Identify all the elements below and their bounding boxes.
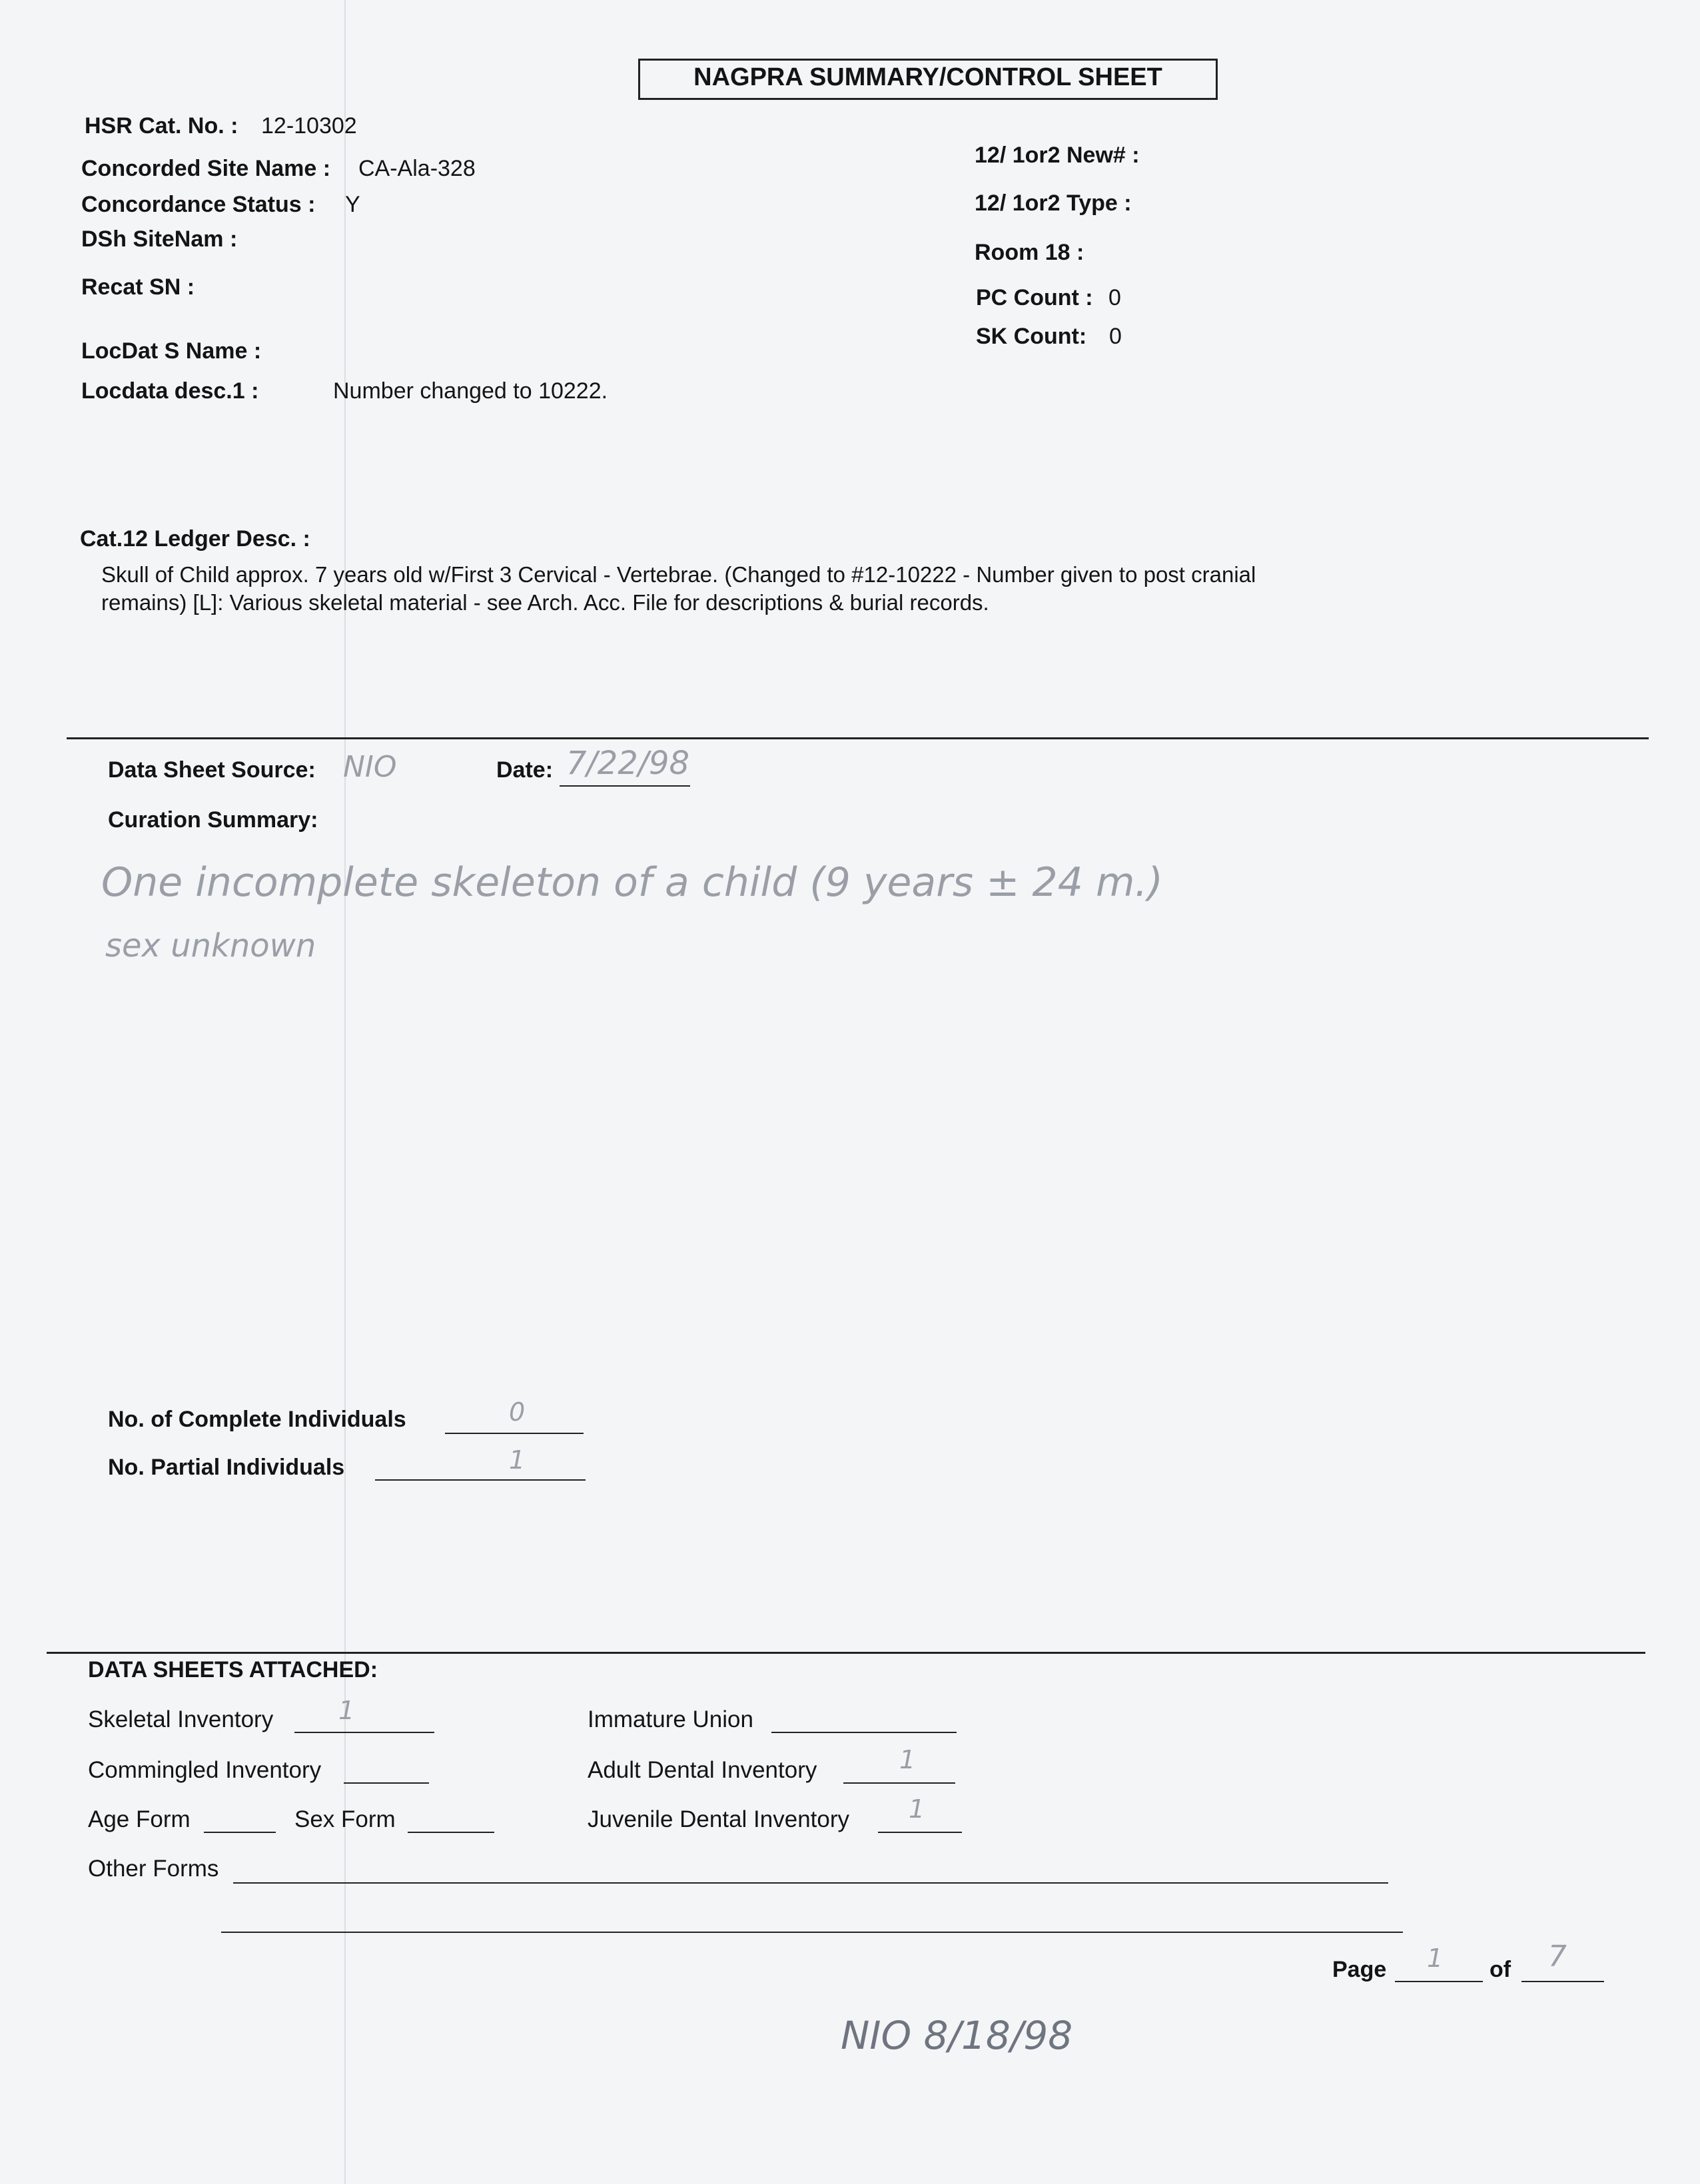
sex-form-label: Sex Form <box>294 1806 396 1832</box>
date-underline <box>560 785 690 787</box>
other-forms-underline-2 <box>221 1932 1403 1933</box>
data-sheet-source-label: Data Sheet Source: <box>108 757 316 783</box>
hsr-cat-label: HSR Cat. No. : <box>85 113 238 139</box>
ledger-desc-label: Cat.12 Ledger Desc. : <box>80 526 310 551</box>
concordance-status-value: Y <box>345 192 360 217</box>
pc-count-label: PC Count : <box>976 285 1093 310</box>
page-number-underline <box>1395 1981 1483 1982</box>
complete-individuals-value: 0 <box>509 1397 526 1427</box>
page-number-value: 1 <box>1427 1944 1444 1973</box>
adult-dental-inventory-label: Adult Dental Inventory <box>588 1757 817 1783</box>
curation-summary-line-2: sex unknown <box>105 927 316 964</box>
page-label: Page <box>1332 1957 1387 1982</box>
curation-summary-line-1: One incomplete skeleton of a child (9 years ± 24 m.) <box>101 859 1163 906</box>
new-number-label: 12/ 1or2 New# : <box>975 143 1140 168</box>
data-sheet-source-value: NIO <box>343 750 397 784</box>
sk-count-value: 0 <box>1109 324 1122 349</box>
commingled-inventory-underline <box>344 1782 429 1784</box>
site-name-label: Concorded Site Name : <box>81 156 331 181</box>
concordance-status-label: Concordance Status : <box>81 192 316 217</box>
hsr-cat-value: 12-10302 <box>261 113 357 139</box>
other-forms-underline-1 <box>233 1882 1388 1884</box>
partial-individuals-value: 1 <box>509 1445 526 1475</box>
section-divider-top <box>67 737 1649 739</box>
age-form-underline <box>204 1832 276 1833</box>
type-label: 12/ 1or2 Type : <box>975 190 1132 216</box>
section-divider-bottom <box>47 1652 1645 1654</box>
recat-sn-label: Recat SN : <box>81 274 195 300</box>
adult-dental-inventory-underline <box>843 1782 955 1784</box>
commingled-inventory-label: Commingled Inventory <box>88 1757 322 1783</box>
other-forms-label: Other Forms <box>88 1856 219 1882</box>
juvenile-dental-inventory-value: 1 <box>909 1794 925 1824</box>
site-name-value: CA-Ala-328 <box>358 156 476 181</box>
page-title: NAGPRA SUMMARY/CONTROL SHEET <box>638 59 1218 100</box>
locdat-s-name-label: LocDat S Name : <box>81 338 262 364</box>
date-value: 7/22/98 <box>566 745 690 782</box>
room-label: Room 18 : <box>975 240 1084 265</box>
juvenile-dental-inventory-underline <box>878 1832 962 1833</box>
partial-individuals-underline <box>375 1479 586 1481</box>
skeletal-inventory-value: 1 <box>338 1696 355 1725</box>
curation-summary-label: Curation Summary: <box>108 807 318 833</box>
sk-count-label: SK Count: <box>976 324 1087 349</box>
juvenile-dental-inventory-label: Juvenile Dental Inventory <box>588 1806 849 1832</box>
complete-individuals-label: No. of Complete Individuals <box>108 1407 406 1432</box>
dsh-sitename-label: DSh SiteNam : <box>81 226 238 252</box>
footer-handwritten-note: NIO 8/18/98 <box>841 2013 1073 2058</box>
ledger-desc-text: Skull of Child approx. 7 years old w/First 3 Cervical - Vertebrae. (Changed to #12-10222 - Number given to post cranial remains) [L]: Various skeletal material - see Arch. Acc. File for descriptions & burial records. <box>101 562 1256 615</box>
skeletal-inventory-label: Skeletal Inventory <box>88 1706 274 1732</box>
sex-form-underline <box>408 1832 494 1833</box>
immature-union-underline <box>771 1732 957 1733</box>
pc-count-value: 0 <box>1108 285 1121 310</box>
locdata-desc-value: Number changed to 10222. <box>333 378 608 404</box>
page-fold-line <box>344 0 346 2184</box>
of-label: of <box>1489 1957 1511 1982</box>
adult-dental-inventory-value: 1 <box>899 1745 916 1774</box>
locdata-desc-label: Locdata desc.1 : <box>81 378 259 404</box>
data-sheets-heading: DATA SHEETS ATTACHED: <box>88 1657 378 1682</box>
age-form-label: Age Form <box>88 1806 191 1832</box>
skeletal-inventory-underline <box>294 1732 434 1733</box>
date-label: Date: <box>496 757 554 783</box>
page-total-underline <box>1521 1981 1604 1982</box>
immature-union-label: Immature Union <box>588 1706 753 1732</box>
page-total-value: 7 <box>1548 1940 1567 1974</box>
partial-individuals-label: No. Partial Individuals <box>108 1455 345 1480</box>
complete-individuals-underline <box>445 1433 584 1434</box>
